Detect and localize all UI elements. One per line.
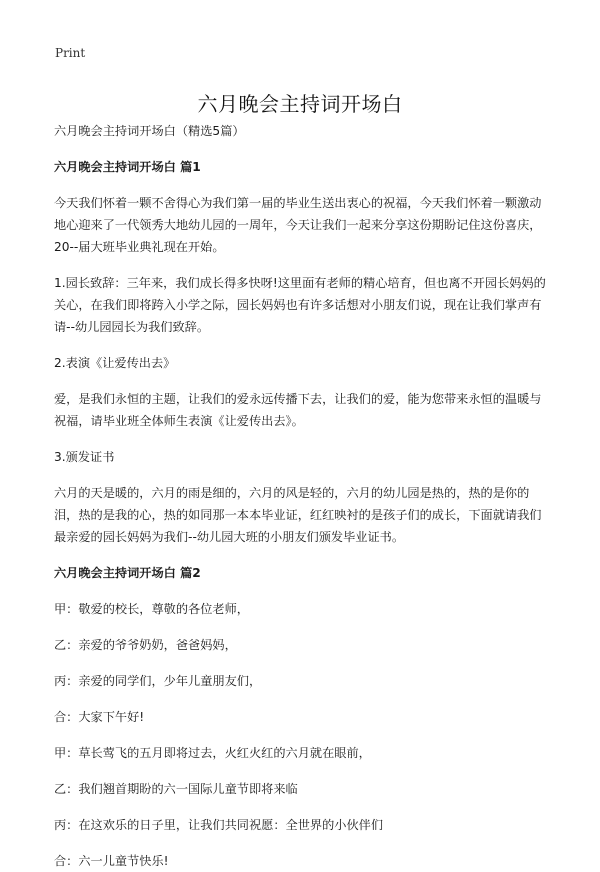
document-subtitle: 六月晚会主持词开场白（精选5篇） bbox=[54, 124, 245, 138]
dialogue-line: 丙：亲爱的同学们，少年儿童朋友们， bbox=[54, 674, 262, 688]
section-1-item-1: 1.园长致辞：三年来，我们成长得多快呀!这里面有老师的精心培育，但也离不开园长妈妈的关心，在我们即将跨入小学之际，园长妈妈也有许多话想对小朋友们说，现在让我们掌声有请--幼儿园园长为我们致辞。 bbox=[54, 276, 546, 334]
section-2-title: 六月晚会主持词开场白 篇2 bbox=[54, 566, 201, 580]
document-body bbox=[54, 116, 548, 872]
page-title: 六月晚会主持词开场白 bbox=[197, 92, 403, 117]
section-1-title: 六月晚会主持词开场白 篇1 bbox=[54, 160, 201, 174]
section-1-item-3-text: 六月的天是暖的，六月的雨是细的，六月的风是轻的，六月的幼儿园是热的，热的是你的泪，热的是我的心，热的如同那一本本毕业证，红红映衬的是孩子们的成长，下面就请我们最亲爱的园长妈妈为我们--幼儿园大班的小朋友们颁发毕业证书。 bbox=[54, 486, 542, 544]
section-1-item-2-heading: 2.表演《让爱传出去》 bbox=[54, 356, 176, 370]
section-1-item-2-text: 爱，是我们永恒的主题，让我们的爱永远传播下去，让我们的爱，能为您带来永恒的温暖与祝福，请毕业班全体师生表演《让爱传出去》。 bbox=[54, 392, 542, 428]
section-1-item-3-heading: 3.颁发证书 bbox=[54, 450, 115, 464]
section-1-intro: 今天我们怀着一颗不舍得心为我们第一届的毕业生送出衷心的祝福，今天我们怀着一颗激动地心迎来了一代领秀大地幼儿园的一周年，今天让我们一起来分享这份期盼记住这份喜庆，20--届大班毕业典礼现在开始。 bbox=[54, 196, 542, 254]
dialogue-line: 丙：在这欢乐的日子里，让我们共同祝愿：全世界的小伙伴们 bbox=[54, 818, 384, 832]
dialogue-line: 合：六一儿童节快乐! bbox=[54, 854, 169, 868]
print-label: Print bbox=[55, 46, 86, 60]
dialogue-line: 合：大家下午好! bbox=[54, 710, 145, 724]
dialogue-line: 甲：草长莺飞的五月即将过去，火红火红的六月就在眼前， bbox=[54, 746, 371, 760]
dialogue-line: 乙：亲爱的爷爷奶奶，爸爸妈妈， bbox=[54, 638, 237, 652]
dialogue-line: 乙：我们翘首期盼的六一国际儿童节即将来临 bbox=[54, 782, 298, 796]
dialogue-line: 甲：敬爱的校长，尊敬的各位老师， bbox=[54, 602, 249, 616]
